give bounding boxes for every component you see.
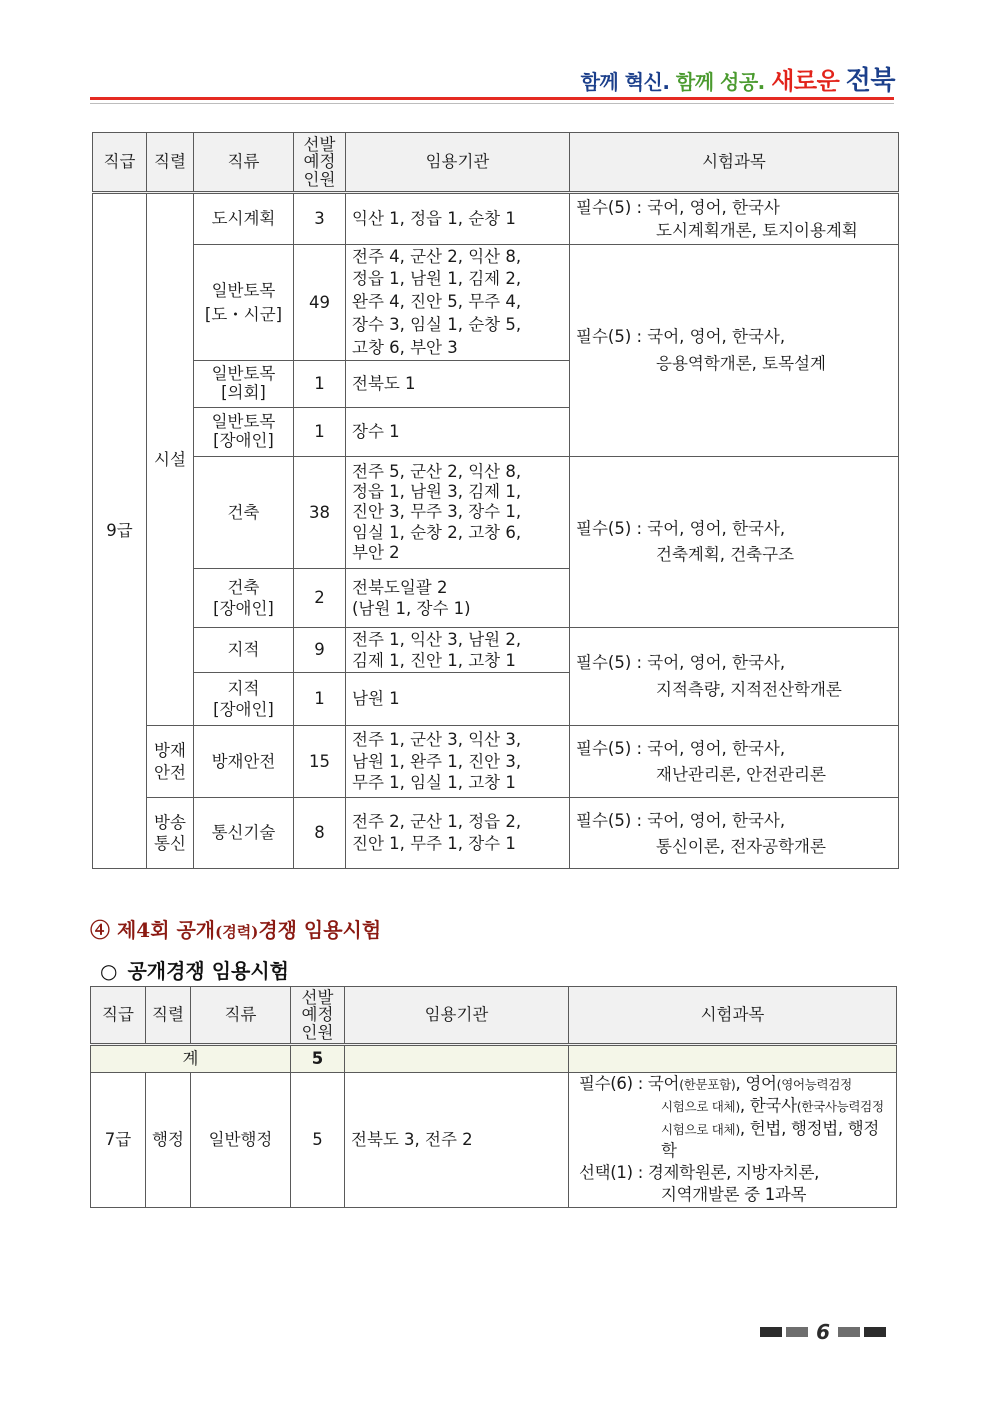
circle-bullet-icon: ○ xyxy=(100,959,118,983)
total-row xyxy=(91,1045,897,1073)
subjects-line-4: 선택(1) : 경제학원론, 지방자치론, xyxy=(579,1163,820,1183)
class-cell: 방재안전 xyxy=(194,726,294,798)
section-title-paren: (경력) xyxy=(215,923,259,941)
agency-line: 임실 1, 순창 2, 고창 6, xyxy=(352,522,522,542)
subjects-cell xyxy=(569,1073,897,1208)
footer-bar-icon xyxy=(760,1327,782,1337)
table-row xyxy=(93,726,899,798)
subjects-line: 필수(5) : 국어, 영어, 한국사 xyxy=(576,198,780,217)
agency-cell: 전북도 1 xyxy=(346,361,570,408)
table-row xyxy=(93,245,899,361)
header-planned-2: 예정 xyxy=(301,1005,334,1025)
agency-cell xyxy=(346,628,570,673)
count-cell: 49 xyxy=(294,245,346,361)
subjects-line: 재난관리론, 안전관리론 xyxy=(656,764,826,784)
subjects-line: 통신이론, 전자공학개론 xyxy=(656,836,826,856)
header-grade: 직급 xyxy=(93,133,147,193)
series-cell-broadcast xyxy=(147,798,194,869)
subjects-line: 필수(5) : 국어, 영어, 한국사, xyxy=(576,327,786,347)
class-line: 지적 xyxy=(227,678,260,698)
agency-line: 전주 2, 군산 1, 정읍 2, xyxy=(352,811,522,831)
class-line: [도・시군] xyxy=(204,304,283,324)
subjects-line: 건축계획, 건축구조 xyxy=(656,545,795,564)
header-planned xyxy=(294,133,346,193)
total-label: 계 xyxy=(91,1045,291,1073)
slogan-part-2: 함께 성공 xyxy=(675,70,758,94)
subjects-line: 필수(5) : 국어, 영어, 한국사, xyxy=(576,811,786,830)
series-line: 통신 xyxy=(154,834,186,853)
count-cell: 9 xyxy=(294,628,346,673)
header-series: 직렬 xyxy=(146,987,191,1045)
agency-line: 진안 1, 무주 1, 장수 1 xyxy=(352,834,516,853)
subjects-cell xyxy=(570,798,899,869)
agency-line: 정읍 1, 남원 3, 김제 1, xyxy=(352,482,522,502)
grade-cell: 9급 xyxy=(93,193,147,869)
class-cell xyxy=(194,408,294,457)
class-cell xyxy=(194,245,294,361)
subjects-text: , 영어 xyxy=(735,1074,777,1093)
subjects-note: (영어능력검정 xyxy=(776,1077,852,1092)
agency-line: 전주 5, 군산 2, 익산 8, xyxy=(352,462,522,482)
subjects-text: 필수(6) : 국어 xyxy=(579,1074,680,1093)
count-cell: 15 xyxy=(294,726,346,798)
agency-cell: 남원 1 xyxy=(346,673,570,726)
subjects-line-2 xyxy=(579,1095,894,1117)
slogan-part-3: 새로운 xyxy=(771,67,840,95)
agency-cell xyxy=(346,569,570,628)
series-line: 방재 xyxy=(154,741,186,761)
footer-bar-icon xyxy=(864,1327,886,1337)
subjects-cell xyxy=(570,193,899,245)
subjects-line: 필수(5) : 국어, 영어, 한국사, xyxy=(576,739,786,758)
subjects-line: 필수(5) : 국어, 영어, 한국사, xyxy=(576,653,786,673)
subjects-cell xyxy=(570,628,899,726)
agency-cell: 장수 1 xyxy=(346,408,570,457)
exam-table-9th-grade xyxy=(92,132,899,869)
table-row xyxy=(91,1073,897,1208)
series-line: 안전 xyxy=(154,762,186,782)
agency-line: 전북도일괄 2 xyxy=(352,577,448,597)
header-rule-red xyxy=(90,97,894,100)
total-agency-empty xyxy=(345,1045,569,1073)
agency-line: 무주 1, 임실 1, 고창 1 xyxy=(352,773,516,793)
total-subjects-empty xyxy=(569,1045,897,1073)
class-line: 일반토목 xyxy=(211,364,276,384)
series-cell-disaster xyxy=(147,726,194,798)
class-line: [의회] xyxy=(221,383,266,402)
class-line: [장애인] xyxy=(213,700,274,719)
subjects-line: 응용역학개론, 토목설계 xyxy=(656,353,826,373)
class-cell xyxy=(194,569,294,628)
header-planned-1: 선발 xyxy=(303,135,336,155)
header-planned-3: 인원 xyxy=(301,1022,334,1042)
subjects-cell xyxy=(570,726,899,798)
agency-cell xyxy=(346,457,570,569)
count-cell: 1 xyxy=(294,408,346,457)
header-agency: 임용기관 xyxy=(345,987,569,1045)
header-planned-2: 예정 xyxy=(303,152,336,172)
subjects-line-1 xyxy=(579,1073,894,1095)
table-row xyxy=(93,798,899,869)
section-title-prefix: ④ 제4회 공개 xyxy=(90,918,216,942)
series-cell: 행정 xyxy=(146,1073,191,1208)
table-row xyxy=(93,193,899,245)
section-title-suffix: 경쟁 임용시험 xyxy=(258,918,382,942)
count-cell: 5 xyxy=(291,1073,345,1208)
agency-line: 정읍 1, 남원 1, 김제 2, xyxy=(352,269,522,289)
count-cell: 1 xyxy=(294,673,346,726)
count-cell: 8 xyxy=(294,798,346,869)
footer-bar-icon xyxy=(786,1327,808,1337)
subjects-line: 필수(5) : 국어, 영어, 한국사, xyxy=(576,518,786,538)
class-cell xyxy=(194,361,294,408)
subjects-line: 도시계획개론, 토지이용계획 xyxy=(656,221,858,241)
class-cell: 지적 xyxy=(194,628,294,673)
slogan-part-4: 전북 xyxy=(845,66,895,96)
subjects-note: (한국사능력검정 xyxy=(796,1099,884,1115)
header-agency: 임용기관 xyxy=(346,133,570,193)
page-number: 6 xyxy=(816,1320,830,1344)
header-series: 직렬 xyxy=(147,133,194,193)
table-row xyxy=(93,457,899,569)
subjects-line-3 xyxy=(579,1118,894,1163)
subjects-cell xyxy=(570,245,899,457)
exam-table-7th-grade xyxy=(90,986,897,1208)
subjects-text: , 한국사 xyxy=(739,1096,797,1116)
class-cell: 일반행정 xyxy=(191,1073,291,1208)
agency-cell: 익산 1, 정읍 1, 순창 1 xyxy=(346,193,570,245)
table-row xyxy=(93,628,899,673)
subjects-line: 지적측량, 지적전산학개론 xyxy=(656,679,842,699)
series-line: 방송 xyxy=(154,812,186,832)
header-planned-3: 인원 xyxy=(303,169,336,189)
subjects-line-5: 지역개발론 중 1과목 xyxy=(661,1185,807,1205)
agency-line: 진안 3, 무주 3, 장수 1, xyxy=(352,502,522,522)
class-cell: 건축 xyxy=(194,457,294,569)
slogan-sep-1: . xyxy=(662,70,676,94)
agency-line: 전주 1, 군산 3, 익산 3, xyxy=(352,730,522,750)
series-cell-facility: 시설 xyxy=(147,193,194,726)
subjects-note: 시험으로 대체) xyxy=(661,1099,740,1115)
header-class: 직류 xyxy=(194,133,294,193)
subjects-text: , 헌법, 행정법, 행정학 xyxy=(661,1118,880,1160)
header-class: 직류 xyxy=(191,987,291,1045)
class-line: 일반토목 xyxy=(211,281,276,301)
grade-cell: 7급 xyxy=(91,1073,146,1208)
class-line: 건축 xyxy=(227,577,260,597)
agency-line: 부안 2 xyxy=(352,542,400,562)
header-planned-1: 선발 xyxy=(301,988,334,1008)
page-number-footer xyxy=(760,1320,886,1344)
count-cell: 1 xyxy=(294,361,346,408)
agency-line: 전주 4, 군산 2, 익산 8, xyxy=(352,246,522,266)
header-rule-gray xyxy=(90,103,894,104)
class-cell: 도시계획 xyxy=(194,193,294,245)
header-subjects: 시험과목 xyxy=(570,133,899,193)
slogan-sep-2: . xyxy=(757,70,772,94)
header-subjects: 시험과목 xyxy=(569,987,897,1045)
section-4-title xyxy=(90,914,381,943)
total-count: 5 xyxy=(291,1045,345,1073)
header-grade: 직급 xyxy=(91,987,146,1045)
agency-cell: 전북도 3, 전주 2 xyxy=(345,1073,569,1208)
count-cell: 2 xyxy=(294,569,346,628)
agency-cell xyxy=(346,798,570,869)
class-cell xyxy=(194,673,294,726)
class-cell: 통신기술 xyxy=(194,798,294,869)
subjects-cell xyxy=(570,457,899,628)
agency-line: 전주 1, 익산 3, 남원 2, xyxy=(352,629,522,649)
section-4-subtitle xyxy=(100,955,289,984)
slogan-part-1: 함께 혁신 xyxy=(580,70,663,94)
class-line: [장애인] xyxy=(213,431,274,450)
agency-cell xyxy=(346,726,570,798)
agency-line: 장수 3, 임실 1, 순창 5, xyxy=(352,314,522,334)
header-planned xyxy=(291,987,345,1045)
count-cell: 3 xyxy=(294,193,346,245)
class-line: 일반토목 xyxy=(211,412,276,432)
subtitle-text: 공개경쟁 임용시험 xyxy=(127,959,289,983)
agency-line: (남원 1, 장수 1) xyxy=(352,599,471,618)
agency-line: 남원 1, 완주 1, 진안 3, xyxy=(352,751,522,771)
class-line: [장애인] xyxy=(213,599,274,618)
count-cell: 38 xyxy=(294,457,346,569)
agency-line: 김제 1, 진안 1, 고창 1 xyxy=(352,651,516,670)
footer-bar-icon xyxy=(838,1327,860,1337)
subjects-note: (한문포함) xyxy=(679,1077,736,1092)
subjects-note: 시험으로 대체) xyxy=(661,1121,740,1137)
agency-cell xyxy=(346,245,570,361)
header-slogan xyxy=(581,60,895,97)
agency-line: 고창 6, 부안 3 xyxy=(352,337,458,357)
agency-line: 완주 4, 진안 5, 무주 4, xyxy=(352,292,522,312)
